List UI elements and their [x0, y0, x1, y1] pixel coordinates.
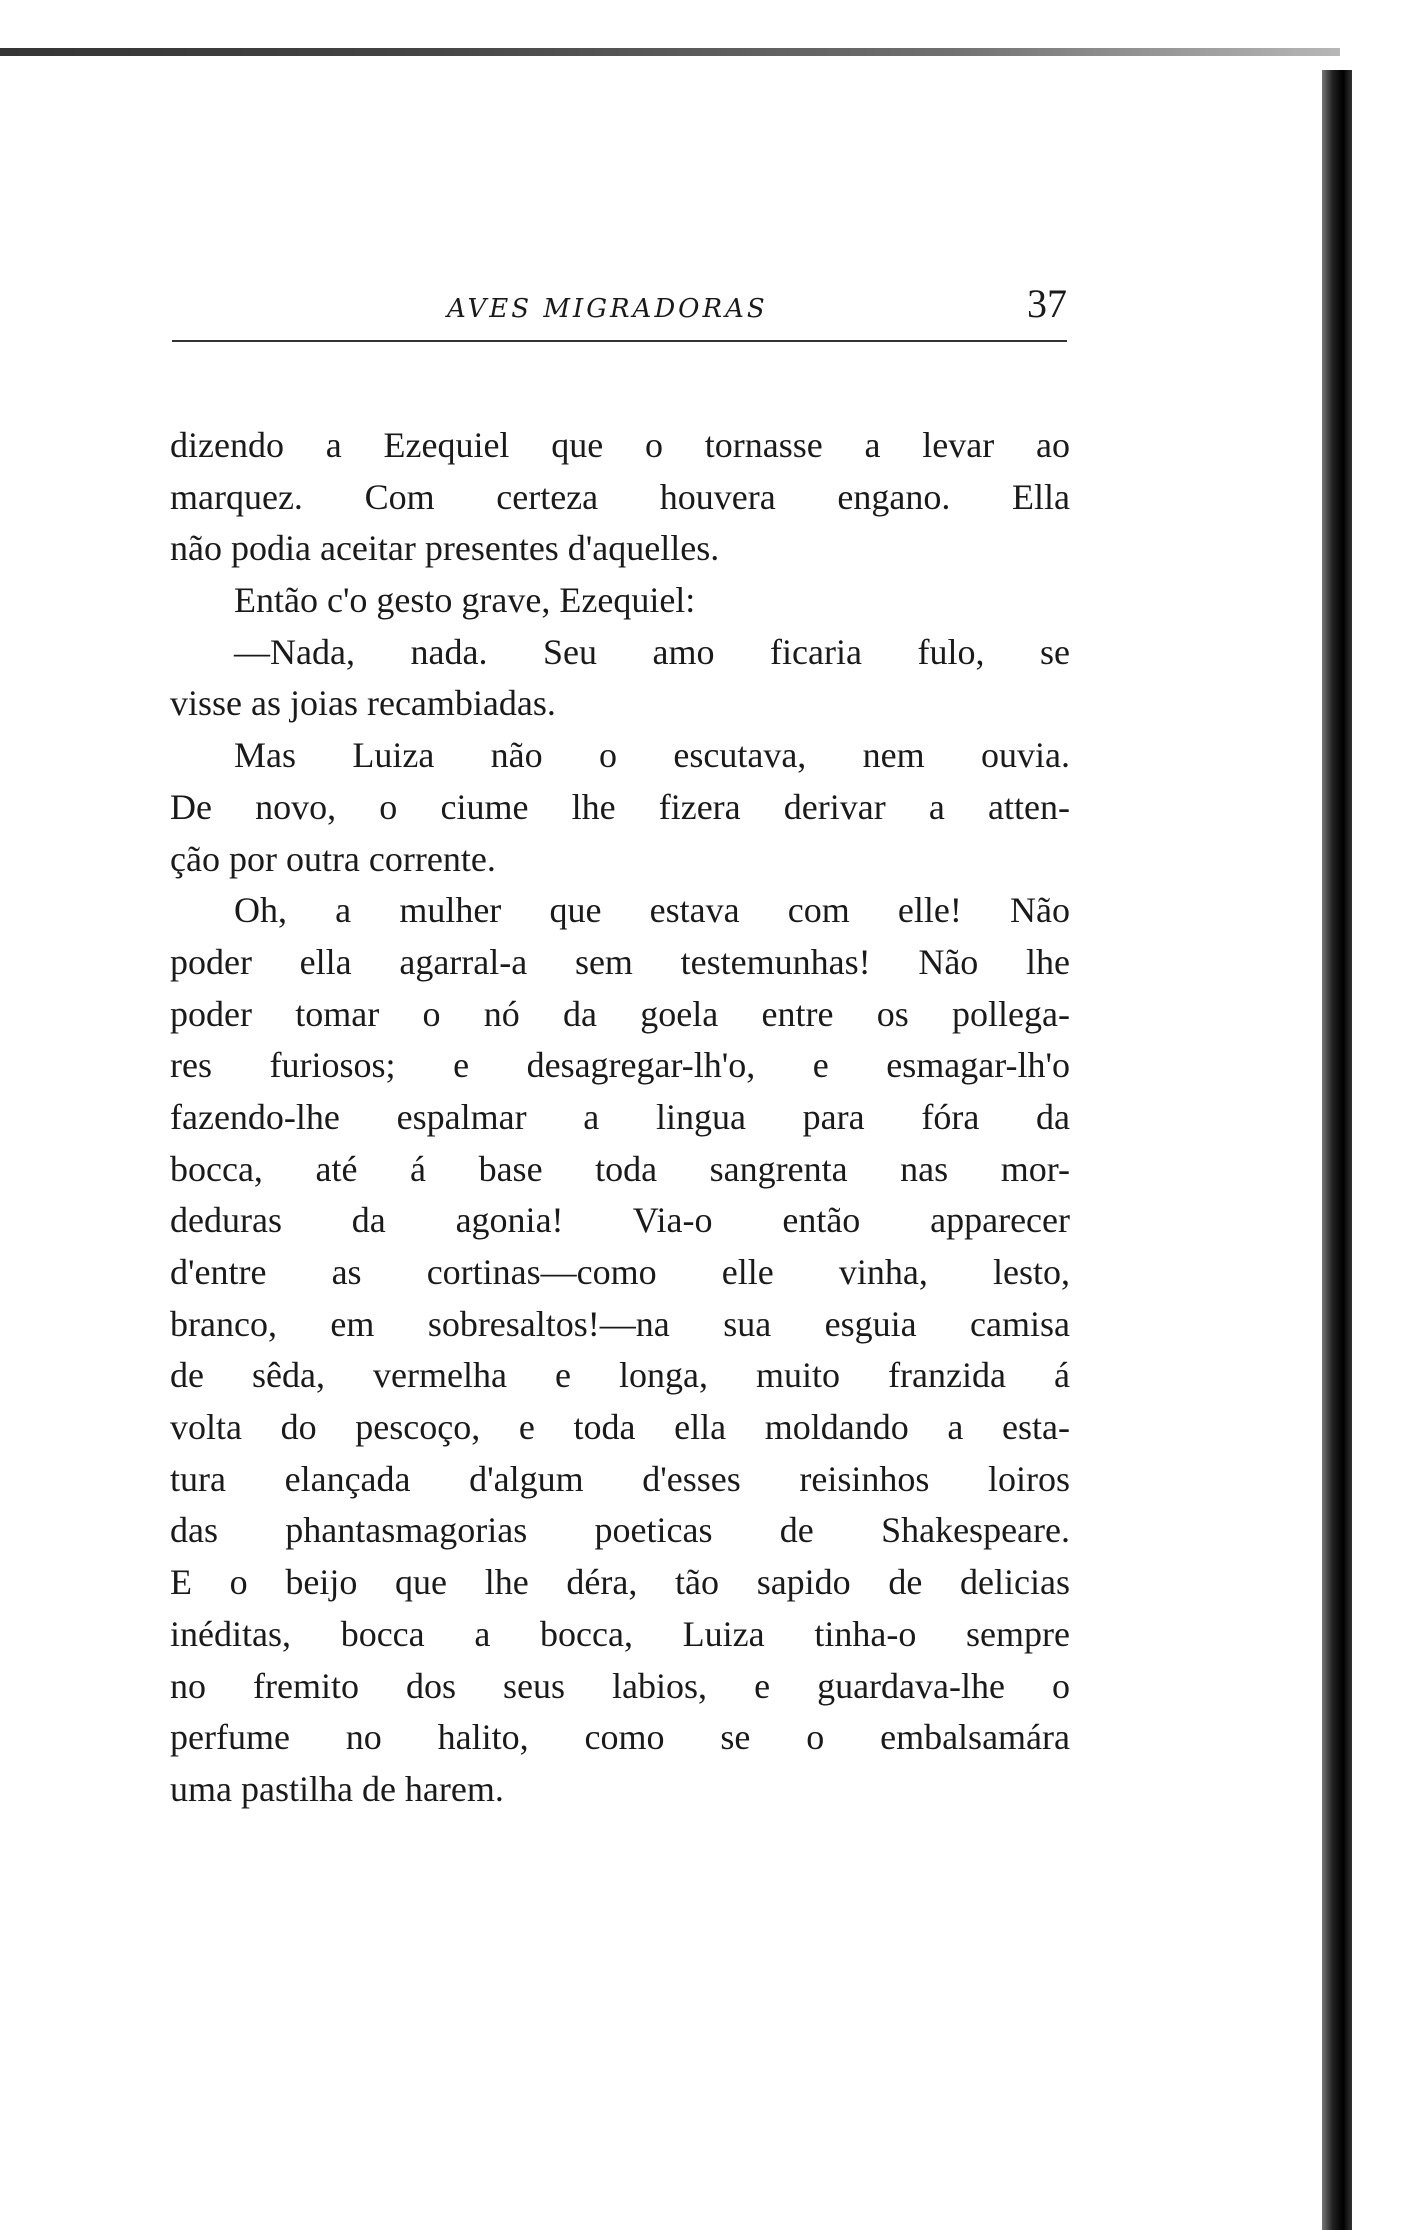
text-line: inéditas, bocca a bocca, Luiza tinha-o sempre	[170, 1613, 1070, 1654]
text-line: das phantasmagorias poeticas de Shakespeare.	[170, 1510, 1070, 1551]
book-spine-shadow	[1322, 70, 1352, 2230]
text-line: uma pastilha de harem.	[170, 1768, 504, 1809]
text-line: dizendo a Ezequiel que o tornasse a levar ao	[170, 425, 1070, 465]
text-line: não podia aceitar presentes d'aquelles.	[170, 528, 720, 569]
text-line: deduras da agonia! Via-o então apparecer	[170, 1200, 1070, 1241]
text-line: ção por outra corrente.	[170, 838, 496, 879]
text-line: Oh, a mulher que estava com elle! Não	[234, 890, 1070, 931]
page-number: 37	[1027, 281, 1067, 326]
text-line: volta do pescoço, e toda ella moldando a esta-	[170, 1407, 1070, 1448]
page-top-edge-rule	[0, 48, 1340, 56]
text-line: res furiosos; e desagregar-lh'o, e esmagar-lh'o	[170, 1045, 1070, 1086]
text-line: branco, em sobresaltos!—na sua esguia camisa	[170, 1303, 1070, 1344]
text-line: poder ella agarral-a sem testemunhas! Não lhe	[170, 941, 1070, 982]
text-line: de sêda, vermelha e longa, muito franzida á	[170, 1355, 1070, 1396]
text-line: fazendo-lhe espalmar a lingua para fóra da	[170, 1096, 1070, 1137]
text-line: marquez. Com certeza houvera engano. Ella	[170, 476, 1070, 517]
text-line: poder tomar o nó da goela entre os pollega-	[170, 993, 1070, 1034]
text-line: tura elançada d'algum d'esses reisinhos loiros	[170, 1458, 1070, 1499]
text-line: Então c'o gesto grave, Ezequiel:	[234, 580, 696, 621]
running-head	[172, 280, 1067, 342]
body-text	[170, 420, 1070, 1816]
text-line: E o beijo que lhe déra, tão sapido de delicias	[170, 1562, 1070, 1603]
text-line: no fremito dos seus labios, e guardava-lhe o	[170, 1665, 1070, 1706]
text-line: perfume no halito, como se o embalsamára	[170, 1717, 1070, 1758]
running-title: AVES MIGRADORAS	[447, 294, 768, 324]
text-line: Mas Luiza não o escutava, nem ouvia.	[234, 735, 1070, 776]
text-line: bocca, até á base toda sangrenta nas mor-	[170, 1148, 1070, 1189]
text-line: d'entre as cortinas—como elle vinha, lesto,	[170, 1252, 1070, 1292]
text-line: De novo, o ciume lhe fizera derivar a atten-	[170, 786, 1070, 827]
text-line: visse as joias recambiadas.	[170, 683, 556, 724]
text-line: —Nada, nada. Seu amo ficaria fulo, se	[234, 631, 1070, 672]
